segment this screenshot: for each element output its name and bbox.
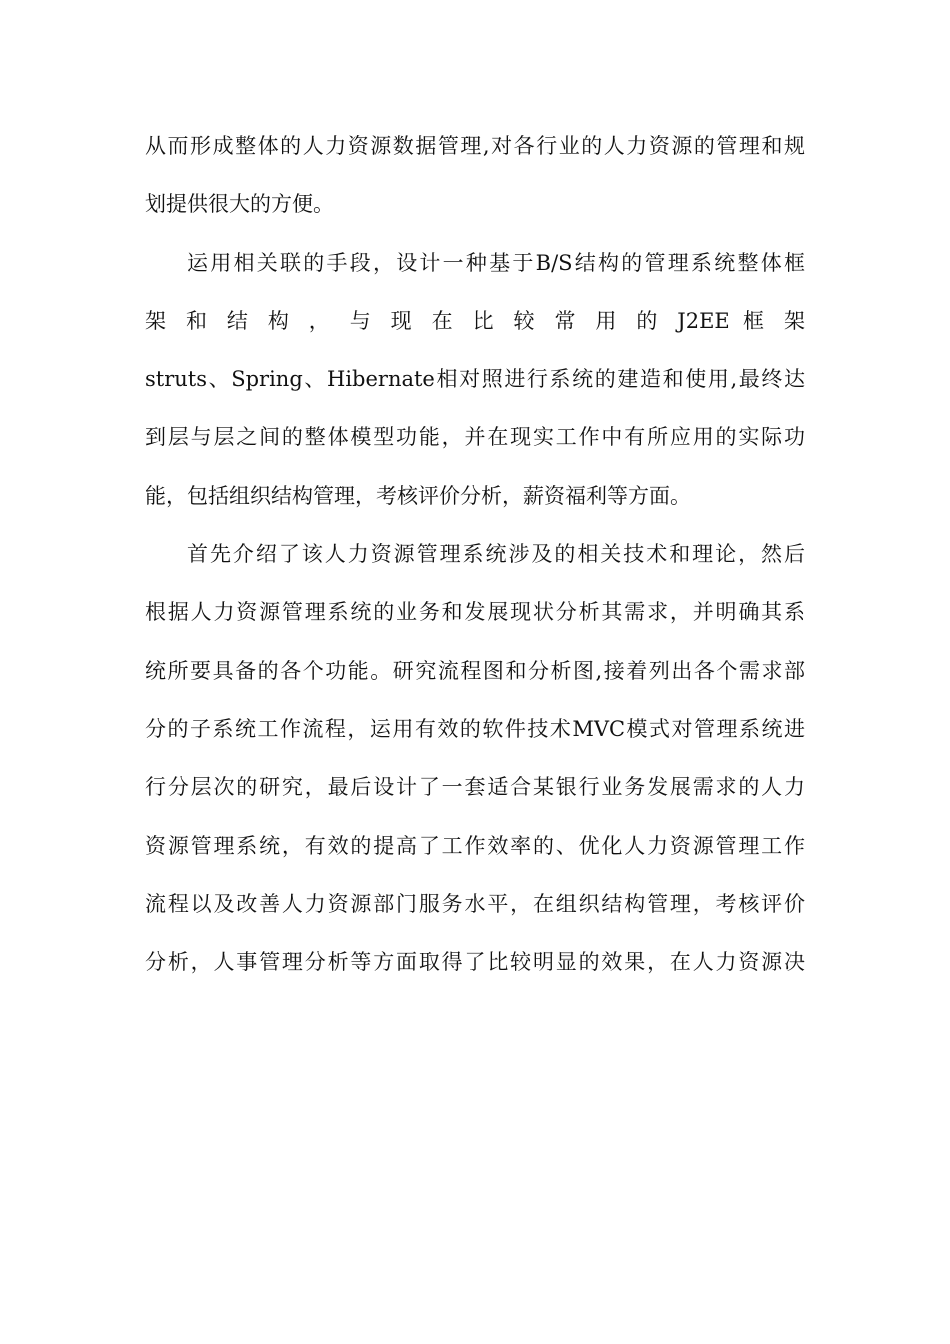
text-line: 分析，人事管理分析等方面取得了比较明显的效果，在人力资源决: [145, 950, 805, 975]
body-text: [145, 117, 805, 991]
text-line: 统所要具备的各个功能。研究流程图和分析图,接着列出各个需求部: [145, 658, 805, 683]
text-line: 行分层次的研究，最后设计了一套适合某银行业务发展需求的人力: [145, 775, 805, 800]
paragraph-first-line: 首先介绍了该人力资源管理系统涉及的相关技术和理论，然后: [187, 542, 805, 567]
paragraph-first-line: 运用相关联的手段，设计一种基于B/S结构的管理系统整体框: [187, 250, 805, 275]
text-line: 从而形成整体的人力资源数据管理,对各行业的人力资源的管理和规: [145, 134, 805, 158]
text-line: 流程以及改善人力资源部门服务水平，在组织结构管理，考核评价: [145, 891, 805, 916]
text-line: 分的子系统工作流程，运用有效的软件技术MVC模式对管理系统进: [145, 716, 805, 741]
text-line: 架 和 结 构 ， 与 现 在 比 较 常 用 的 J2EE 框 架: [145, 308, 805, 333]
text-line: 根据人力资源管理系统的业务和发展现状分析其需求，并明确其系: [145, 600, 805, 625]
text-line: 能，包括组织结构管理，考核评价分析，薪资福利等方面。: [145, 483, 691, 508]
text-line: struts、Spring、Hibernate相对照进行系统的建造和使用,最终达: [145, 367, 805, 392]
text-line: 划提供很大的方便。: [145, 192, 334, 217]
text-line: 到层与层之间的整体模型功能，并在现实工作中有所应用的实际功: [145, 425, 805, 450]
text-line: 资源管理系统，有效的提高了工作效率的、优化人力资源管理工作: [145, 833, 805, 858]
